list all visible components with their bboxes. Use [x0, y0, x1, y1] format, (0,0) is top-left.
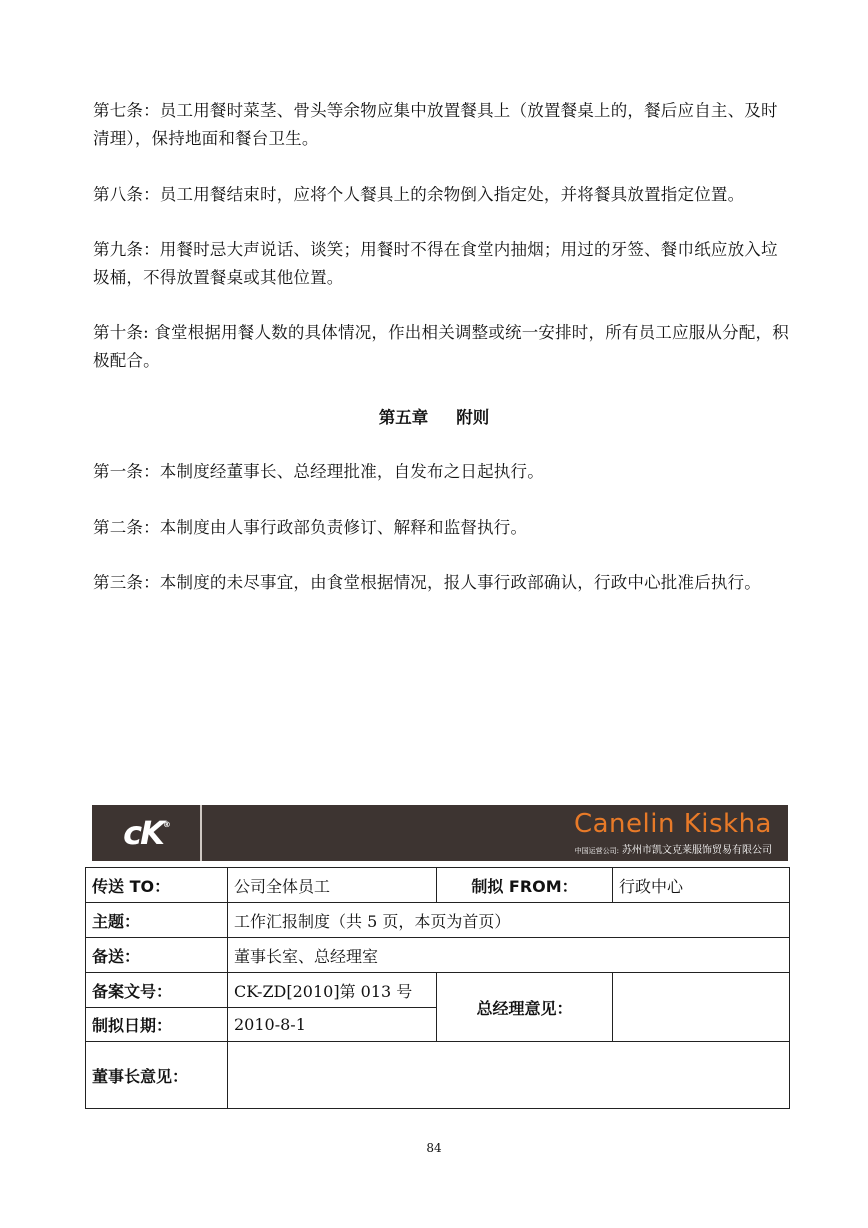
brand-sub-company: 苏州市凯文克莱服饰贸易有限公司	[622, 845, 772, 856]
registered-mark: ®	[162, 819, 169, 829]
brand-subtitle	[575, 841, 772, 856]
article-8: 第八条：员工用餐结束时，应将个人餐具上的余物倒入指定处，并将餐具放置指定位置。	[93, 185, 745, 204]
page-number: 84	[426, 1141, 442, 1155]
gm-opinion-value	[613, 973, 790, 1042]
date-label: 制拟日期：	[86, 1008, 228, 1042]
appendix-article-2: 第二条：本制度由人事行政部负责修订、解释和监督执行。	[93, 518, 528, 537]
memo-form	[85, 867, 790, 1109]
subject-label: 主题：	[86, 903, 228, 938]
to-value: 公司全体员工	[228, 868, 437, 903]
company-logo	[92, 805, 202, 861]
article-10: 第十条: 食堂根据用餐人数的具体情况，作出相关调整或统一安排时，所有员工应服从分配，积极配合。	[93, 323, 789, 370]
subject-value: 工作汇报制度（共 5 页，本页为首页）	[228, 903, 790, 938]
to-label: 传送 TO：	[86, 868, 228, 903]
appendix-article-3: 第三条：本制度的未尽事宜，由食堂根据情况，报人事行政部确认，行政中心批准后执行。	[93, 573, 761, 592]
company-banner	[92, 805, 788, 861]
chapter-title: 附则	[456, 408, 490, 427]
chairman-opinion-value	[228, 1042, 790, 1109]
chairman-opinion-label: 董事长意见：	[86, 1042, 228, 1109]
date-value: 2010-8-1	[228, 1008, 437, 1042]
article-9: 第九条：用餐时忌大声说话、谈笑；用餐时不得在食堂内抽烟；用过的牙签、餐巾纸应放入垃圾桶，不得放置餐桌或其他位置。	[93, 240, 778, 287]
file-no-value: CK-ZD[2010]第 013 号	[228, 973, 437, 1008]
brand-name: Canelin Kiskha	[573, 809, 772, 839]
chapter-number: 第五章	[378, 408, 429, 427]
appendix-article-1: 第一条：本制度经董事长、总经理批准，自发布之日起执行。	[93, 462, 544, 481]
gm-opinion-label: 总经理意见：	[437, 973, 613, 1042]
logo-text: cK	[123, 814, 163, 852]
from-value: 行政中心	[613, 868, 790, 903]
file-no-label: 备案文号：	[86, 973, 228, 1008]
cc-label: 备送：	[86, 938, 228, 973]
chapter-heading	[0, 404, 868, 428]
from-label: 制拟 FROM：	[437, 868, 613, 903]
cc-value: 董事长室、总经理室	[228, 938, 790, 973]
brand-sub-prefix: 中国运营公司:	[574, 847, 619, 855]
article-7: 第七条：员工用餐时菜茎、骨头等余物应集中放置餐具上（放置餐桌上的，餐后应自主、及时清理），保持地面和餐台卫生。	[93, 101, 778, 148]
